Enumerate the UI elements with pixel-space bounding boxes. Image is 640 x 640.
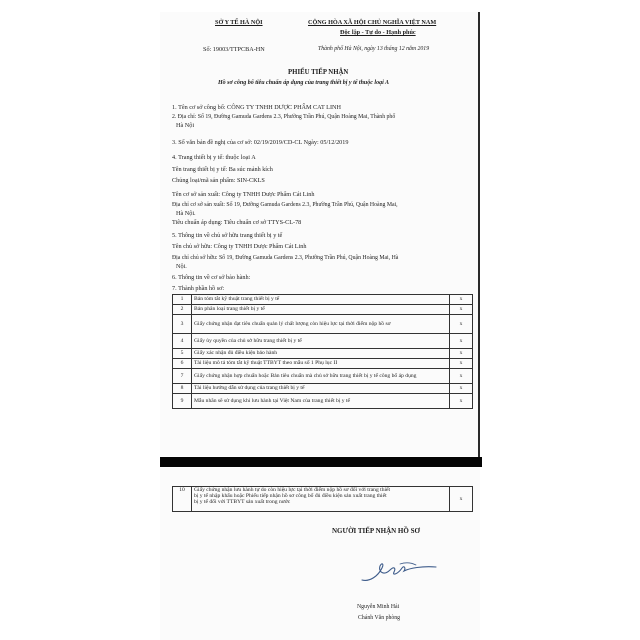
row-description: Bản phân loại trang thiết bị y tế	[192, 305, 450, 315]
row-check: x	[450, 334, 473, 349]
receiver-role: Chánh Văn phòng	[358, 615, 401, 621]
row-description: Giấy chứng nhận đạt tiêu chuẩn quản lý chất lượng còn hiệu lực tại thời điểm nộp hồ sơ	[192, 315, 450, 334]
info-line-5: Tên trang thiết bị y tế: Ba súc mảnh kích	[172, 166, 273, 173]
info-line-7: Tên cơ sở sản xuất: Công ty TNHH Dược Phẩm Cát Linh	[172, 191, 315, 198]
row-description: Giấy ủy quyền của chủ sở hữu trang thiết bị y tế	[192, 334, 450, 349]
national-motto: Độc lập - Tự do - Hạnh phúc	[340, 29, 416, 36]
row-number: 3	[173, 315, 192, 334]
row-check: x	[450, 369, 473, 384]
row-number: 9	[173, 394, 192, 409]
table-row	[173, 305, 473, 315]
place-date: Thành phố Hà Nội, ngày 13 tháng 12 năm 2019	[318, 46, 430, 52]
row-check: x	[450, 359, 473, 369]
row-number: 7	[173, 369, 192, 384]
handwritten-signature	[360, 556, 440, 590]
table-row	[173, 315, 473, 334]
info-line-10: 5. Thông tin về chủ sở hữu trang thiết bị y tế	[172, 232, 283, 239]
row-description-line: Giấy chứng nhận lưu hành tự do còn hiệu lực tại thời điểm nộp hồ sơ đối với trang thiết	[194, 487, 391, 493]
info-line-12b: Nội.	[176, 263, 187, 270]
row-number: 2	[173, 305, 192, 315]
row-description: Giấy xác nhận đủ điều kiện bảo hành	[192, 349, 450, 359]
info-line-14: 7. Thành phần hồ sơ:	[172, 285, 225, 292]
row-description: Bản tóm tắt kỹ thuật trang thiết bị y tế	[192, 295, 450, 305]
row-description: Tài liệu mô tả tóm tắt kỹ thuật TTBYT theo mẫu số 1 Phụ lục II	[192, 359, 450, 369]
scan-edge	[478, 12, 480, 457]
info-line-3: 3. Số văn bản đề nghị của cơ sở: 02/19/2019/CD-CL Ngày: 05/12/2019	[172, 139, 349, 146]
table-row	[173, 295, 473, 305]
table-row	[173, 384, 473, 394]
row-number: 4	[173, 334, 192, 349]
info-line-12a: Địa chỉ chủ sở hữu: Số 19, Đường Gamuda Gardens 2.3, Phường Trần Phú, Quận Hoàng Mai, Hà	[172, 255, 399, 261]
info-line-13: 6. Thông tin về cơ sở bảo hành:	[172, 274, 251, 281]
row-number: 10	[173, 487, 192, 512]
info-line-1: 1. Tên cơ sở công bố: CÔNG TY TNHH DƯỢC PHẨM CAT LINH	[172, 104, 341, 111]
row-description-line: bị y tế đối với TTBYT sản xuất trong nước	[194, 499, 291, 506]
scan-gap	[160, 457, 482, 467]
row-description: Tài liệu hướng dẫn sử dụng của trang thiết bị y tế	[192, 384, 450, 394]
row-check: x	[450, 349, 473, 359]
dossier-items-table	[172, 294, 473, 409]
table-row	[173, 487, 473, 512]
row-description-line: bị y tế nhập khẩu hoặc Phiếu tiếp nhận hồ sơ công bố đủ điều kiện sản xuất trang thiết	[194, 493, 387, 500]
document-subtitle: Hồ sơ công bố tiêu chuẩn áp dụng của trang thiết bị y tế thuộc loại A	[218, 80, 390, 86]
row-description: Mẫu nhãn sẽ sử dụng khi lưu hành tại Việt Nam của trang thiết bị y tế	[192, 394, 450, 409]
table-row	[173, 394, 473, 409]
info-line-4: 4. Trang thiết bị y tế: thuộc loại A	[172, 154, 256, 161]
document-title: PHIẾU TIẾP NHẬN	[288, 69, 349, 76]
row-number: 1	[173, 295, 192, 305]
republic-heading: CỘNG HÒA XÃ HỘI CHỦ NGHĨA VIỆT NAM	[308, 19, 437, 26]
document-number: Số: 19003/TTPCBA-HN	[203, 46, 265, 53]
row-check: x	[450, 394, 473, 409]
receiver-heading: NGƯỜI TIẾP NHẬN HỒ SƠ	[332, 527, 420, 535]
table-row	[173, 349, 473, 359]
row-check: x	[450, 305, 473, 315]
row-number: 6	[173, 359, 192, 369]
row-description: Giấy chứng nhận hợp chuẩn hoặc Bản tiêu chuẩn mà chủ sở hữu trang thiết bị y tế công bố áp dụng	[192, 369, 450, 384]
info-line-8b: Hà Nội.	[176, 210, 196, 217]
row-check: x	[450, 384, 473, 394]
row-number: 8	[173, 384, 192, 394]
row-check: x	[450, 487, 473, 512]
info-line-9: Tiêu chuẩn áp dụng: Tiêu chuẩn cơ sở TTYS-CL-78	[172, 219, 302, 226]
row-check: x	[450, 315, 473, 334]
dossier-items-table-continued	[172, 486, 473, 512]
table-row	[173, 334, 473, 349]
row-check: x	[450, 295, 473, 305]
row-number: 5	[173, 349, 192, 359]
issuing-authority: SỞ Y TẾ HÀ NỘI	[215, 19, 263, 26]
row-description	[192, 487, 450, 512]
table-row	[173, 359, 473, 369]
table-row	[173, 369, 473, 384]
info-line-8a: Địa chỉ cơ sở sản xuất: Số 19, Đường Gamuda Gardens 2.3, Phường Trần Phú, Quận Hoàng Mai,	[172, 202, 398, 208]
receiver-name: Nguyễn Minh Hải	[357, 604, 400, 610]
info-line-11: Tên chủ sở hữu: Công ty TNHH Dược Phẩm Cát Linh	[172, 243, 307, 250]
info-line-2a: 2. Địa chỉ: Số 19, Đường Gamuda Gardens 2.3, Phường Trần Phú, Quận Hoàng Mai, Thành phố	[172, 114, 396, 120]
info-line-2b: Hà Nội	[176, 122, 195, 129]
info-line-6: Chủng loại/mã sản phẩm: SIN-CKLS	[172, 177, 265, 184]
